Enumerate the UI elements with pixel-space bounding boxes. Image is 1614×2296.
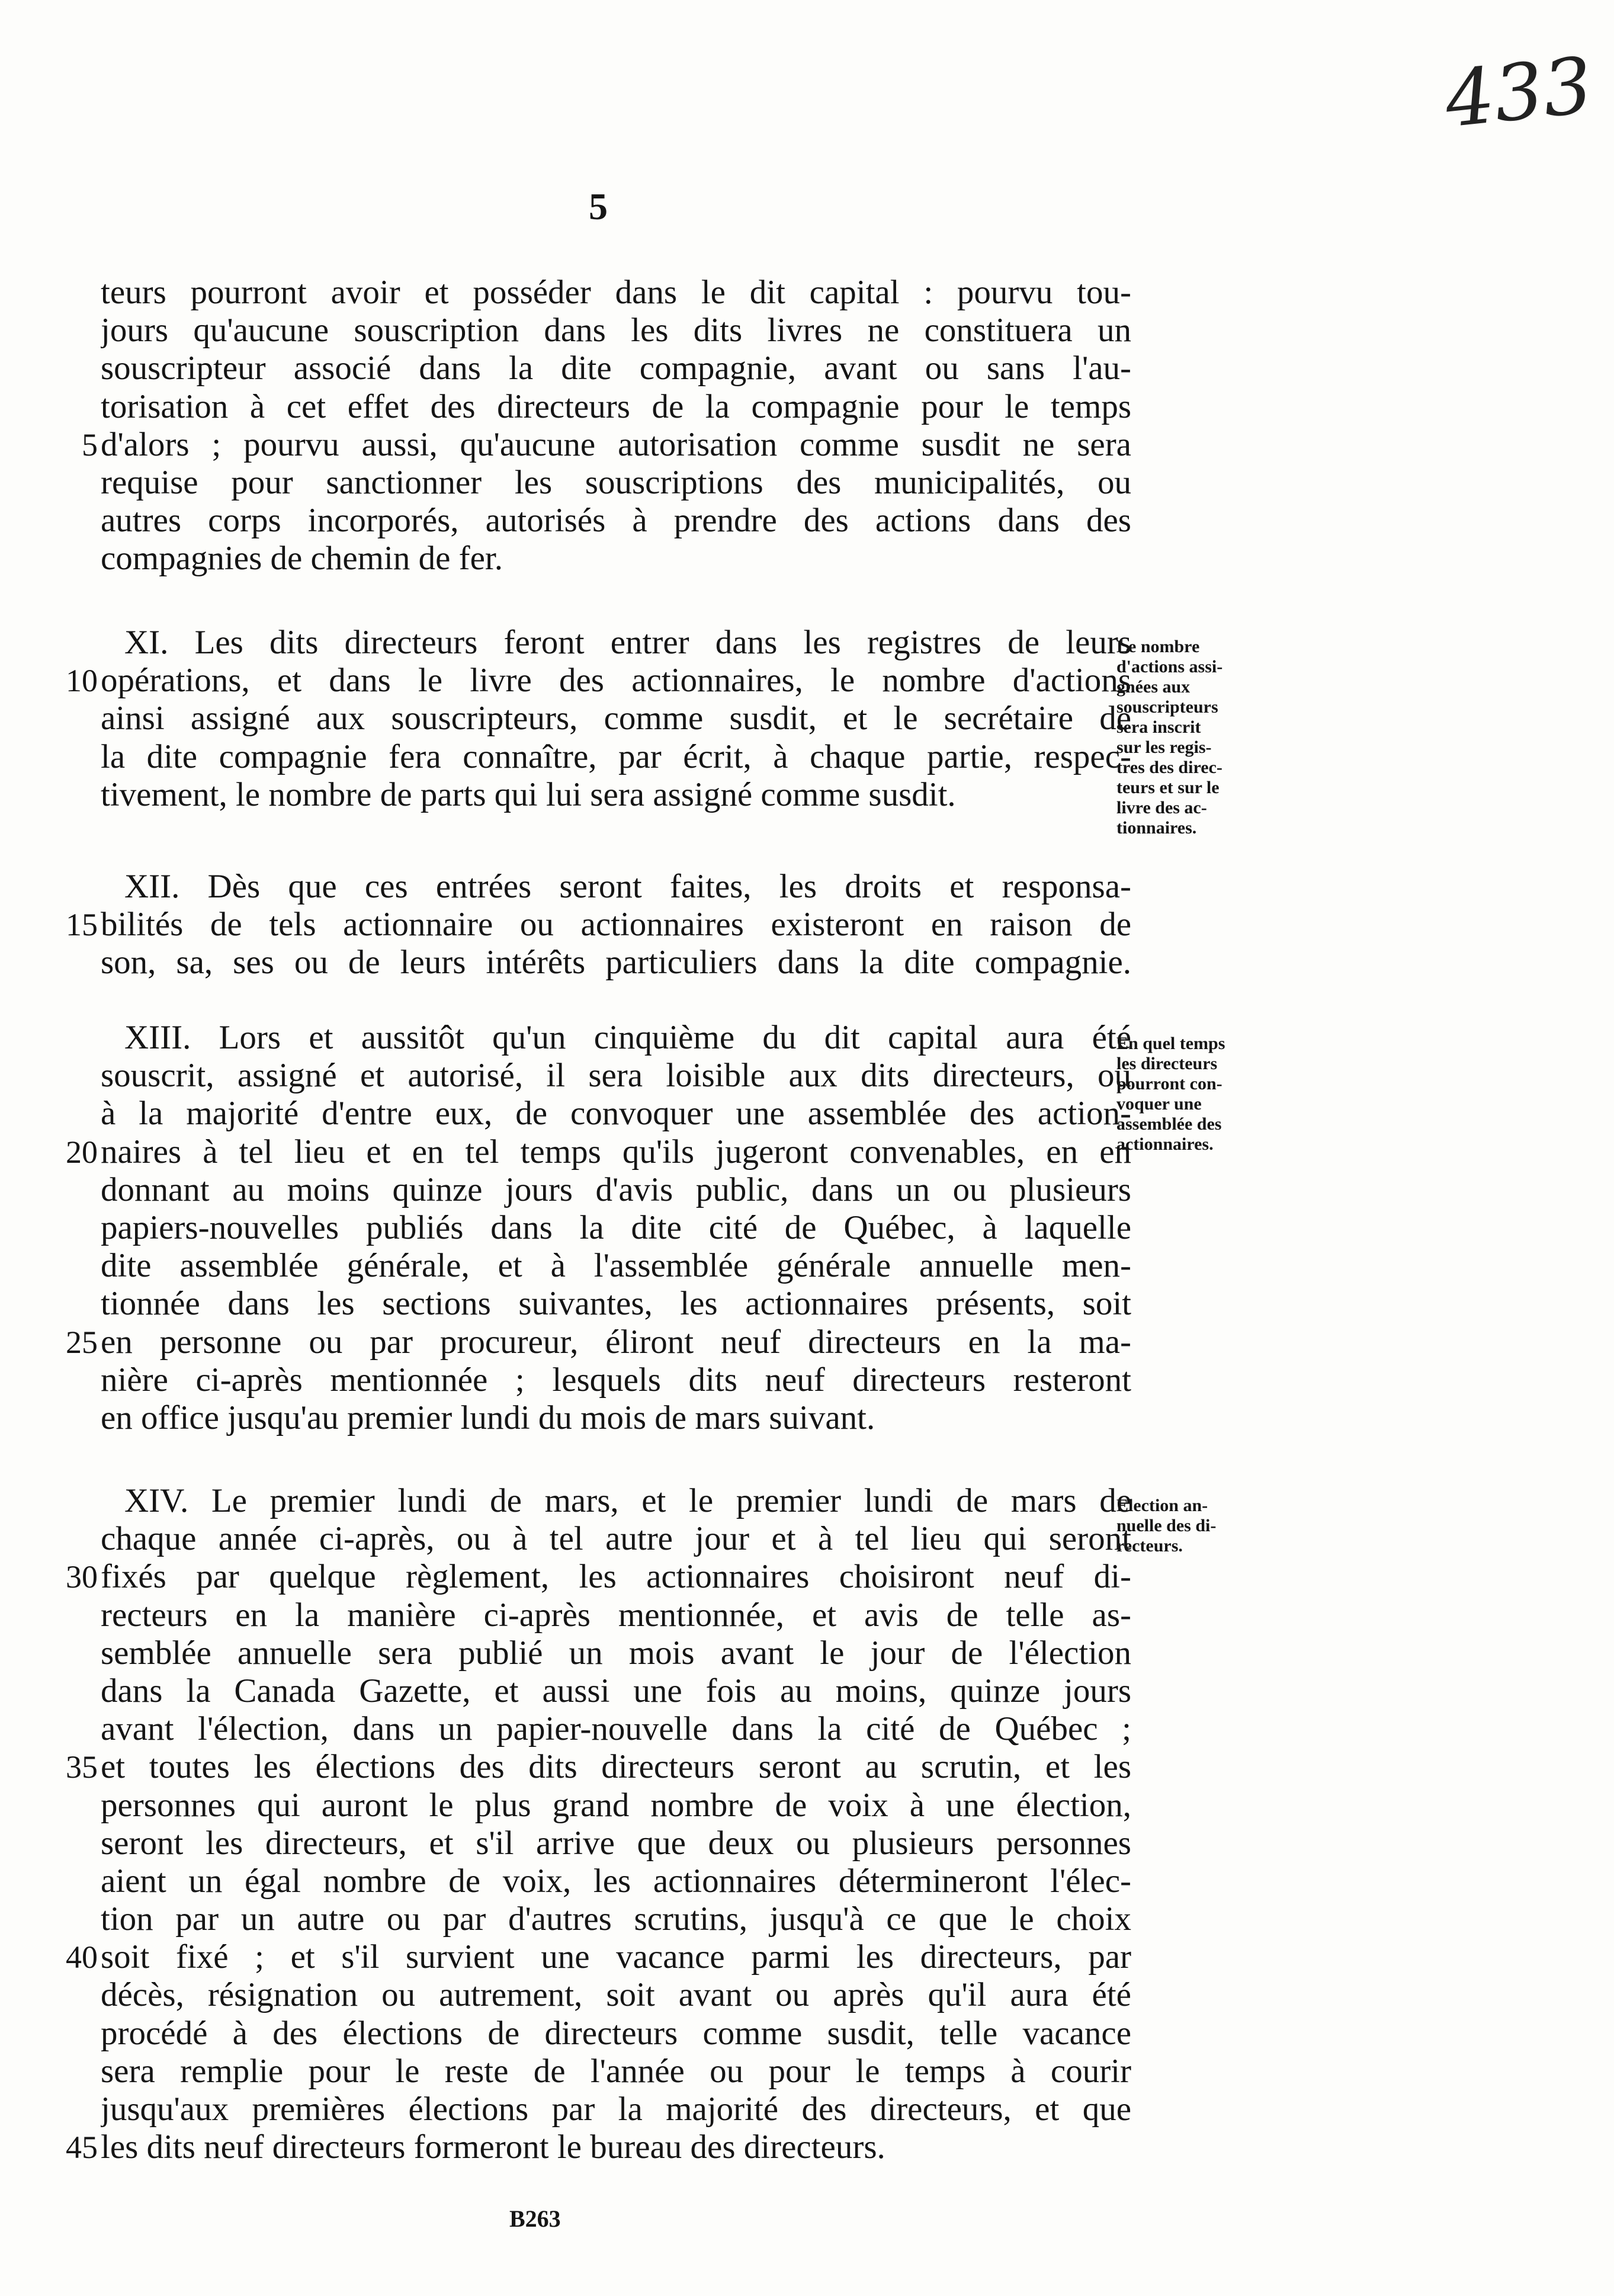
text-line: donnant au moins quinze jours d'avis public, dans un ou plusieurs: [101, 1171, 1131, 1208]
text-line: personnes qui auront le plus grand nombre de voix à une élection,: [101, 1786, 1131, 1824]
text-line: 10 opérations, et dans le livre des actionnaires, le nombre d'actions: [66, 662, 1131, 700]
text-line: 35 et toutes les élections des dits directeurs seront au scrutin, et les: [66, 1748, 1131, 1786]
text-line: dite assemblée générale, et à l'assemblée générale annuelle men-: [101, 1247, 1131, 1285]
text-line: ainsi assigné aux souscripteurs, comme susdit, et le secrétaire de: [101, 700, 1131, 737]
handwritten-page-number: 433: [1440, 40, 1597, 145]
margin-note-actions: Le nombre d'actions assi- gnées aux souscripteurs sera inscrit sur les regis- tres des direc- teurs et sur le livre des ac- tionnaires.: [1116, 637, 1223, 838]
text-line: recteurs en la manière ci-après mentionnée, et avis de telle as-: [101, 1596, 1131, 1634]
section-xi: [66, 624, 1131, 814]
text-line: son, sa, ses ou de leurs intérêts particuliers dans la dite compagnie.: [101, 944, 1131, 982]
text-line: XIII. Lors et aussitôt qu'un cinquième du dit capital aura été: [124, 1019, 1131, 1056]
text-line: 30 fixés par quelque règlement, les actionnaires choisiront neuf di-: [66, 1558, 1131, 1596]
page-number: 5: [589, 185, 608, 227]
text-line: aient un égal nombre de voix, les actionnaires détermineront l'élec-: [101, 1862, 1131, 1900]
text-line: souscripteur associé dans la dite compagnie, avant ou sans l'au-: [101, 349, 1131, 387]
footer-signature: B263: [509, 2205, 561, 2232]
line-number: 40: [66, 1939, 98, 1976]
text-line: jusqu'aux premières élections par la majorité des directeurs, et que: [101, 2090, 1131, 2128]
text-line: papiers-nouvelles publiés dans la dite cité de Québec, à laquelle: [101, 1208, 1131, 1246]
text-line: requise pour sanctionner les souscriptions des municipalités, ou: [101, 463, 1131, 501]
text-line: 20 naires à tel lieu et en tel temps qu'ils jugeront convenables, en en: [66, 1133, 1131, 1171]
line-number: 30: [66, 1559, 98, 1595]
text-line: avant l'élection, dans un papier-nouvelle dans la cité de Québec ;: [101, 1710, 1131, 1748]
line-number: 5: [82, 427, 98, 463]
text-line: souscrit, assigné et autorisé, il sera loisible aux dits directeurs, ou: [101, 1057, 1131, 1095]
text-line: tivement, le nombre de parts qui lui sera assigné comme susdit.: [101, 775, 956, 813]
text-line: à la majorité d'entre eux, de convoquer une assemblée des action-: [101, 1095, 1131, 1133]
text-line: XIV. Le premier lundi de mars, et le premier lundi de mars de: [124, 1482, 1131, 1519]
text-line: 15 bilités de tels actionnaire ou actionnaires existeront en raison de: [66, 906, 1131, 944]
text-line: en office jusqu'au premier lundi du mois de mars suivant.: [101, 1399, 875, 1436]
line-number: 10: [66, 663, 98, 699]
section-xiv: [66, 1482, 1131, 2166]
text-line: autres corps incorporés, autorisés à prendre des actions dans des: [101, 502, 1131, 540]
text-line: 5 d'alors ; pourvu aussi, qu'aucune autorisation comme susdit ne sera: [101, 426, 1131, 464]
text-line: décès, résignation ou autrement, soit avant ou après qu'il aura été: [101, 1976, 1131, 2014]
text-line: tionnée dans les sections suivantes, les actionnaires présents, soit: [101, 1285, 1131, 1323]
line-number: 25: [66, 1324, 98, 1360]
text-line: semblée annuelle sera publié un mois avant le jour de l'élection: [101, 1634, 1131, 1672]
text-line: jours qu'aucune souscription dans les dits livres ne constituera un: [101, 312, 1131, 349]
line-number: 45: [66, 2130, 98, 2166]
section-xiii: [66, 1019, 1131, 1437]
line-number: 20: [66, 1134, 98, 1170]
text-line: XII. Dès que ces entrées seront faites, les droits et responsa-: [124, 868, 1131, 905]
text-line: 25 en personne ou par procureur, éliront neuf directeurs en la ma-: [66, 1323, 1131, 1361]
margin-note-election: Election an- nuelle des di- recteurs.: [1116, 1496, 1217, 1556]
text-line: teurs pourront avoir et posséder dans le dit capital : pourvu tou-: [101, 274, 1131, 311]
text-line: 45 les dits neuf directeurs formeront le bureau des directeurs.: [66, 2128, 885, 2166]
line-number: 35: [66, 1749, 98, 1785]
text-line: sera remplie pour le reste de l'année ou pour le temps à courir: [101, 2052, 1131, 2090]
text-line: chaque année ci-après, ou à tel autre jour et à tel lieu qui seront: [101, 1520, 1131, 1558]
text-line: dans la Canada Gazette, et aussi une fois au moins, quinze jours: [101, 1672, 1131, 1710]
text-line: seront les directeurs, et s'il arrive que deux ou plusieurs personnes: [101, 1824, 1131, 1862]
section-xii: [66, 868, 1131, 982]
text-line: 40 soit fixé ; et s'il survient une vacance parmi les directeurs, par: [66, 1938, 1131, 1976]
text-line: procédé à des élections de directeurs comme susdit, telle vacance: [101, 2014, 1131, 2052]
text-line: torisation à cet effet des directeurs de la compagnie pour le temps: [101, 387, 1131, 425]
line-number: 15: [66, 907, 98, 943]
margin-note-assemblee: En quel temps les directeurs pourront con- voquer une assemblée des actionnaires.: [1116, 1034, 1225, 1154]
text-line: compagnies de chemin de fer.: [101, 540, 503, 578]
text-line: tion par un autre ou par d'autres scrutins, jusqu'à ce que le choix: [101, 1900, 1131, 1938]
paragraph-continuation: [82, 274, 1131, 578]
text-line: nière ci-après mentionnée ; lesquels dits neuf directeurs resteront: [101, 1361, 1131, 1399]
text-line: la dite compagnie fera connaître, par écrit, à chaque partie, respec-: [101, 737, 1131, 775]
text-line: XI. Les dits directeurs feront entrer dans les registres de leurs: [124, 624, 1131, 661]
